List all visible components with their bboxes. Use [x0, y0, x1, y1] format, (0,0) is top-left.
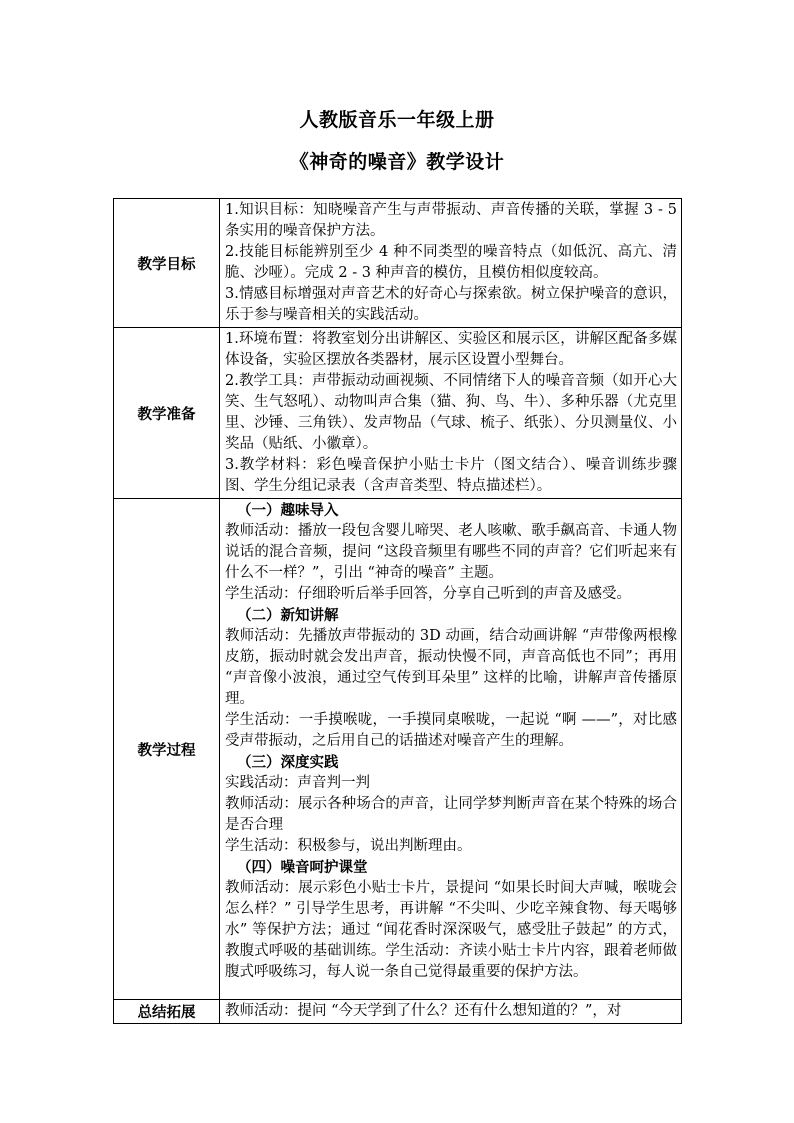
lesson-plan-table	[113, 198, 682, 1024]
process-text: 教师活动：先播放声带振动的 3D 动画，结合动画讲解 “声带像两根橡皮筋，振动时就会发出声音，振动快慢不同，声音高低也不同”；再用 “声音像小波浪，通过空气传到耳朵里” 这样的比喻，讲解声音传播原理。	[225, 628, 677, 707]
process-text: 实践活动：声音判一判	[225, 775, 370, 791]
section-heading: （四）噪音呵护课堂	[237, 859, 368, 876]
row-label-process: 教学过程	[114, 499, 220, 1000]
section-heading: （三）深度实践	[237, 754, 339, 771]
process-text: 学生活动：仔细聆听后举手回答，分享自己听到的声音及感受。	[225, 586, 631, 602]
row-label-summary: 总结拓展	[114, 1000, 220, 1024]
table-row-preparation	[114, 328, 682, 499]
objective-item: 1.知识目标：知晓噪音产生与声带振动、声音传播的关联，掌握 3 - 5 条实用的噪音保护方法。	[225, 202, 677, 239]
section-heading: （二）新知讲解	[237, 607, 339, 624]
process-text: 教师活动：展示彩色小贴士卡片，景提问 “如果长时间大声喊，喉咙会怎么样？” 引导学生思考，再讲解 “不尖叫、少吃辛辣食物、每天喝够水” 等保护方法；通过 “闻花香时深深吸气，感受肚子鼓起” 的方式，教腹式呼吸的基础训练。学生活动：齐读小贴士卡片内容，跟着老师做腹式呼吸练习，每人说一条自己觉得最重要的保护方法。	[225, 880, 677, 980]
table-row-summary	[114, 1000, 682, 1024]
table-row-objectives	[114, 199, 682, 328]
preparation-item: 2.教学工具：声带振动动画视频、不同情绪下人的噪音音频（如开心大笑、生气怒吼）、动物叫声合集（猫、狗、鸟、牛）、多种乐器（尤克里里、沙锤、三角铁）、发声物品（气球、梳子、纸张）、分贝测量仪、小奖品（贴纸、小徽章）。	[225, 373, 677, 452]
preparation-item: 1.环境布置：将教室划分出讲解区、实验区和展示区，讲解区配备多媒体设备，实验区摆放各类器材，展示区设置小型舞台。	[225, 331, 677, 368]
process-text: 学生活动：积极参与，说出判断理由。	[225, 838, 472, 854]
row-label-objectives: 教学目标	[114, 199, 220, 328]
row-content-preparation	[220, 328, 682, 499]
process-text: 教师活动：展示各种场合的声音，让同学梦判断声音在某个特殊的场合是否合理	[225, 796, 677, 833]
document-title: 人教版音乐一年级上册	[299, 109, 495, 131]
row-label-preparation: 教学准备	[114, 328, 220, 499]
row-content-objectives	[220, 199, 682, 328]
objective-item: 2.技能目标能辨别至少 4 种不同类型的噪音特点（如低沉、高亢、清脆、沙哑）。完成 2 - 3 种声音的模仿，且模仿相似度较高。	[225, 244, 677, 281]
process-text: 教师活动：播放一段包含婴儿啼哭、老人咳嗽、歌手飙高音、卡通人物说话的混合音频，提问 “这段音频里有哪些不同的声音？它们听起来有什么不一样？”，引出 “神奇的噪音” 主题。	[225, 523, 677, 581]
summary-text: 教师活动：提问 “今天学到了什么？还有什么想知道的？”，对	[225, 1003, 622, 1019]
document-subtitle: 《神奇的噪音》教学设计	[289, 151, 505, 173]
section-heading: （一）趣味导入	[237, 502, 339, 519]
preparation-item: 3.教学材料：彩色噪音保护小贴士卡片（图文结合）、噪音训练步骤图、学生分组记录表（含声音类型、特点描述栏）。	[225, 457, 677, 494]
table-row-process	[114, 499, 682, 1000]
objective-item: 3.情感目标增强对声音艺术的好奇心与探索欲。树立保护噪音的意识，乐于参与噪音相关的实践活动。	[225, 286, 677, 323]
row-content-summary	[220, 1000, 682, 1024]
process-text: 学生活动：一手摸喉咙，一手摸同桌喉咙，一起说 “啊 ——”，对比感受声带振动，之后用自己的话描述对噪音产生的理解。	[225, 712, 677, 749]
row-content-process	[220, 499, 682, 1000]
